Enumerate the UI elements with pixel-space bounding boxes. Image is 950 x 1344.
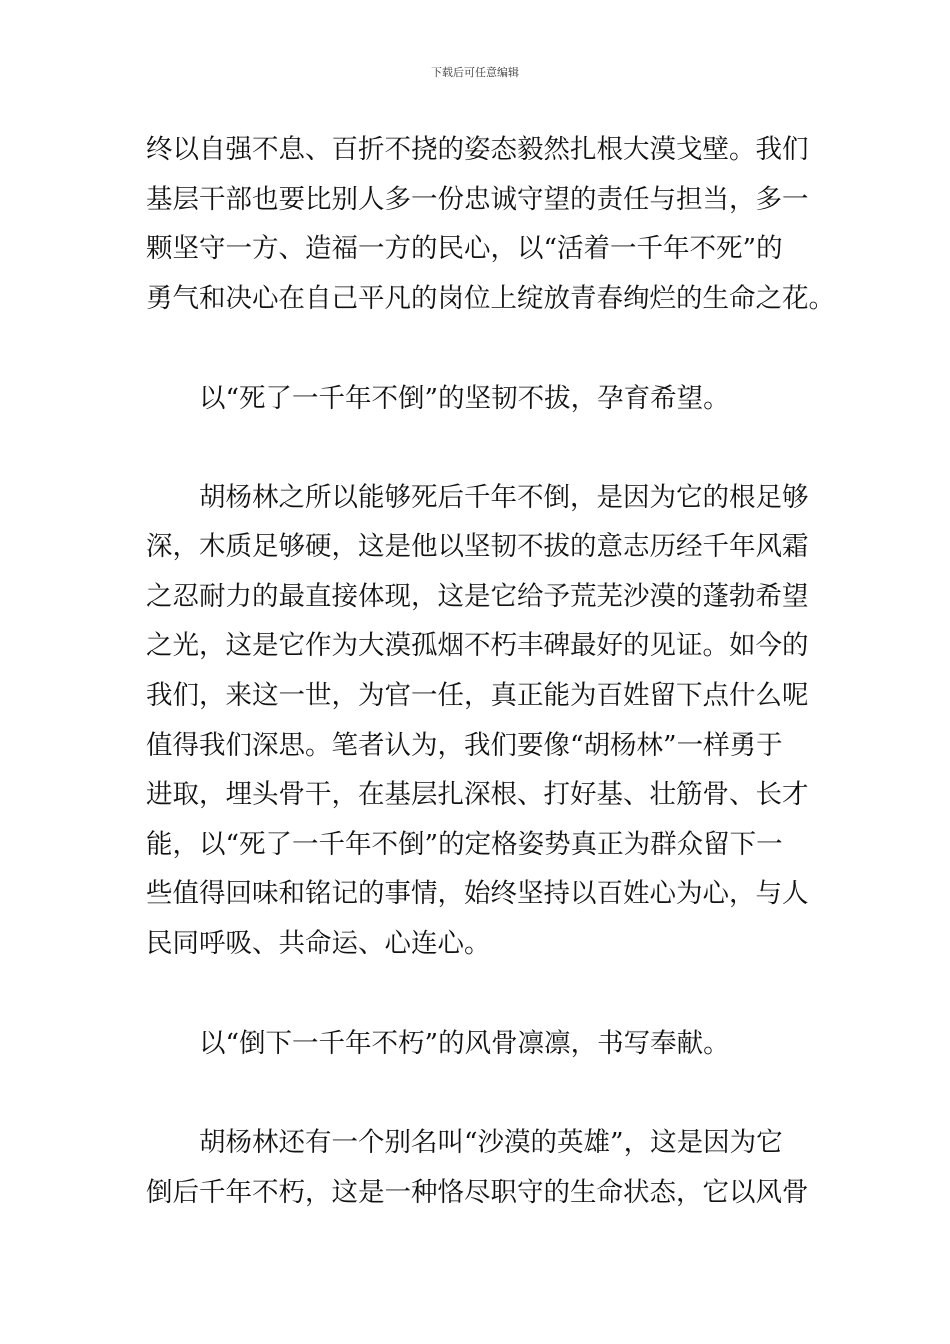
text-line: 进取，埋头骨干，在基层扎深根、打好基、壮筋骨、长才 [146, 779, 809, 810]
text-line: 之光，这是它作为大漠孤烟不朽丰碑最好的见证。如今的 [146, 630, 809, 661]
text-line: 勇气和决心在自己平凡的岗位上绽放青春绚烂的生命之花。 [146, 283, 835, 314]
text-line: 终以自强不息、百折不挠的姿态毅然扎根大漠戈壁。我们 [146, 134, 809, 165]
section-heading: 以“倒下一千年不朽”的风骨凛凛，书写奉献。 [199, 1028, 730, 1059]
text-line: 之忍耐力的最直接体现，这是它给予荒芜沙漠的蓬勃希望 [146, 581, 809, 612]
text-line: 颗坚守一方、造福一方的民心，以“活着一千年不死”的 [146, 233, 783, 264]
text-line: 深，木质足够硬，这是他以坚韧不拔的意志历经千年风霜 [146, 531, 809, 562]
page-header: 下载后可任意编辑 [431, 66, 519, 79]
text-line: 胡杨林还有一个别名叫“沙漠的英雄”，这是因为它 [199, 1127, 783, 1158]
text-line: 我们，来这一世，为官一任，真正能为百姓留下点什么呢 [146, 680, 809, 711]
text-line: 些值得回味和铭记的事情，始终坚持以百姓心为心，与人 [146, 878, 809, 909]
text-line: 值得我们深思。笔者认为，我们要像“胡杨林”一样勇于 [146, 730, 783, 761]
text-line: 能，以“死了一千年不倒”的定格姿势真正为群众留下一 [146, 829, 783, 860]
text-line: 倒后千年不朽，这是一种恪尽职守的生命状态，它以风骨 [146, 1177, 809, 1208]
section-heading: 以“死了一千年不倒”的坚韧不拔，孕育希望。 [199, 383, 730, 414]
text-line: 基层干部也要比别人多一份忠诚守望的责任与担当，多一 [146, 184, 809, 215]
text-line: 民同呼吸、共命运、心连心。 [146, 928, 491, 959]
text-line: 胡杨林之所以能够死后千年不倒，是因为它的根足够 [199, 482, 809, 513]
